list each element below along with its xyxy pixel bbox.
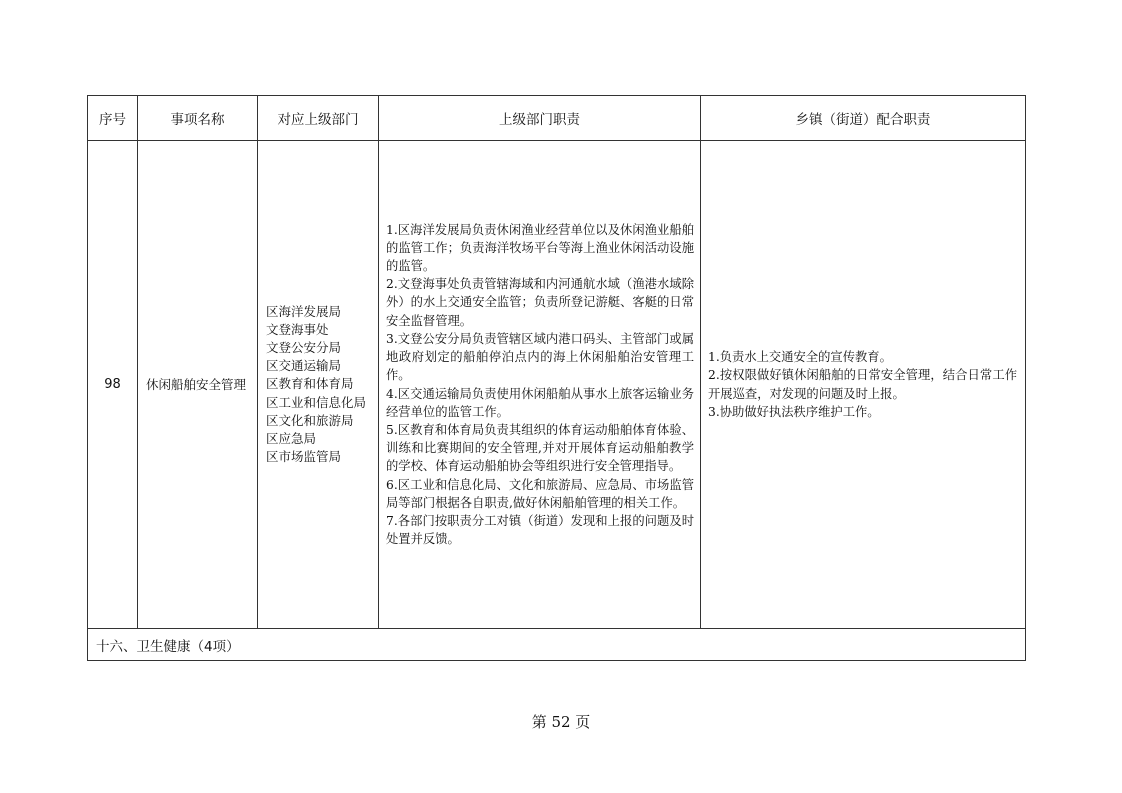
department-line: 文登海事处 <box>266 321 329 337</box>
duty-paragraph: 1.区海洋发展局负责休闲渔业经营单位以及休闲渔业船舶的监管工作；负责海洋牧场平台等海上渔业休闲活动设施的监管。 <box>386 222 694 274</box>
duty-paragraph: 2.文登海事处负责管辖海域和内河通航水域（渔港水域除外）的水上交通安全监管；负责所登记游艇、客艇的日常安全监督管理。 <box>386 277 694 328</box>
duty-paragraph: 7.各部门按职责分工对镇（街道）发现和上报的问题及时处置并反馈。 <box>386 513 694 547</box>
cooperation-paragraph: 1.负责水上交通安全的宣传教育。 <box>708 350 892 365</box>
cooperation-paragraph: 3.协助做好执法秩序维护工作。 <box>708 404 880 419</box>
department-line: 区文化和旅游局 <box>266 412 354 428</box>
cooperation-paragraph: 2.按权限做好镇休闲船舶的日常安全管理，结合日常工作开展巡查，对发现的问题及时上报。 <box>708 368 1017 401</box>
responsibility-table <box>87 95 1026 661</box>
department-line: 区市场监管局 <box>266 449 342 465</box>
department-line: 区应急局 <box>266 431 317 446</box>
duty-paragraph: 5.区教育和体育局负责其组织的体育运动船舶体育体验、训练和比赛期间的安全管理,并对开展体育运动船舶教学的学校、体育运动船舶协会等组织进行安全管理指导。 <box>386 422 694 474</box>
table-row <box>88 141 1026 629</box>
section-title: 十六、卫生健康（4项） <box>88 629 1026 661</box>
duty-paragraph: 3.文登公安分局负责管辖区域内港口码头、主管部门或属地政府划定的船舶停泊点内的海上休闲船舶治安管理工作。 <box>386 331 694 383</box>
header-superior-duties: 上级部门职责 <box>379 96 701 141</box>
page-number: 第 52 页 <box>531 713 591 731</box>
department-line: 区教育和体育局 <box>266 376 354 392</box>
department-line: 区工业和信息化局 <box>266 394 367 410</box>
row-departments <box>258 141 379 629</box>
header-item-name: 事项名称 <box>138 96 258 141</box>
section-row <box>88 629 1026 661</box>
table-header-row <box>88 96 1026 141</box>
department-line: 区海洋发展局 <box>266 303 342 319</box>
duty-paragraph: 6.区工业和信息化局、文化和旅游局、应急局、市场监管局等部门根据各自职责,做好休闲船舶管理的相关工作。 <box>386 477 694 510</box>
header-superior-dept: 对应上级部门 <box>258 96 379 141</box>
row-town-duties <box>701 141 1026 629</box>
row-superior-duties <box>379 141 701 629</box>
row-seq: 98 <box>88 141 138 629</box>
department-line: 文登公安分局 <box>266 339 342 355</box>
header-town-duties: 乡镇（街道）配合职责 <box>701 96 1026 141</box>
department-line: 区交通运输局 <box>266 358 342 374</box>
row-item-name: 休闲船舶安全管理 <box>138 141 258 629</box>
duty-paragraph: 4.区交通运输局负责使用休闲船舶从事水上旅客运输业务经营单位的监管工作。 <box>386 386 694 419</box>
header-seq: 序号 <box>88 96 138 141</box>
